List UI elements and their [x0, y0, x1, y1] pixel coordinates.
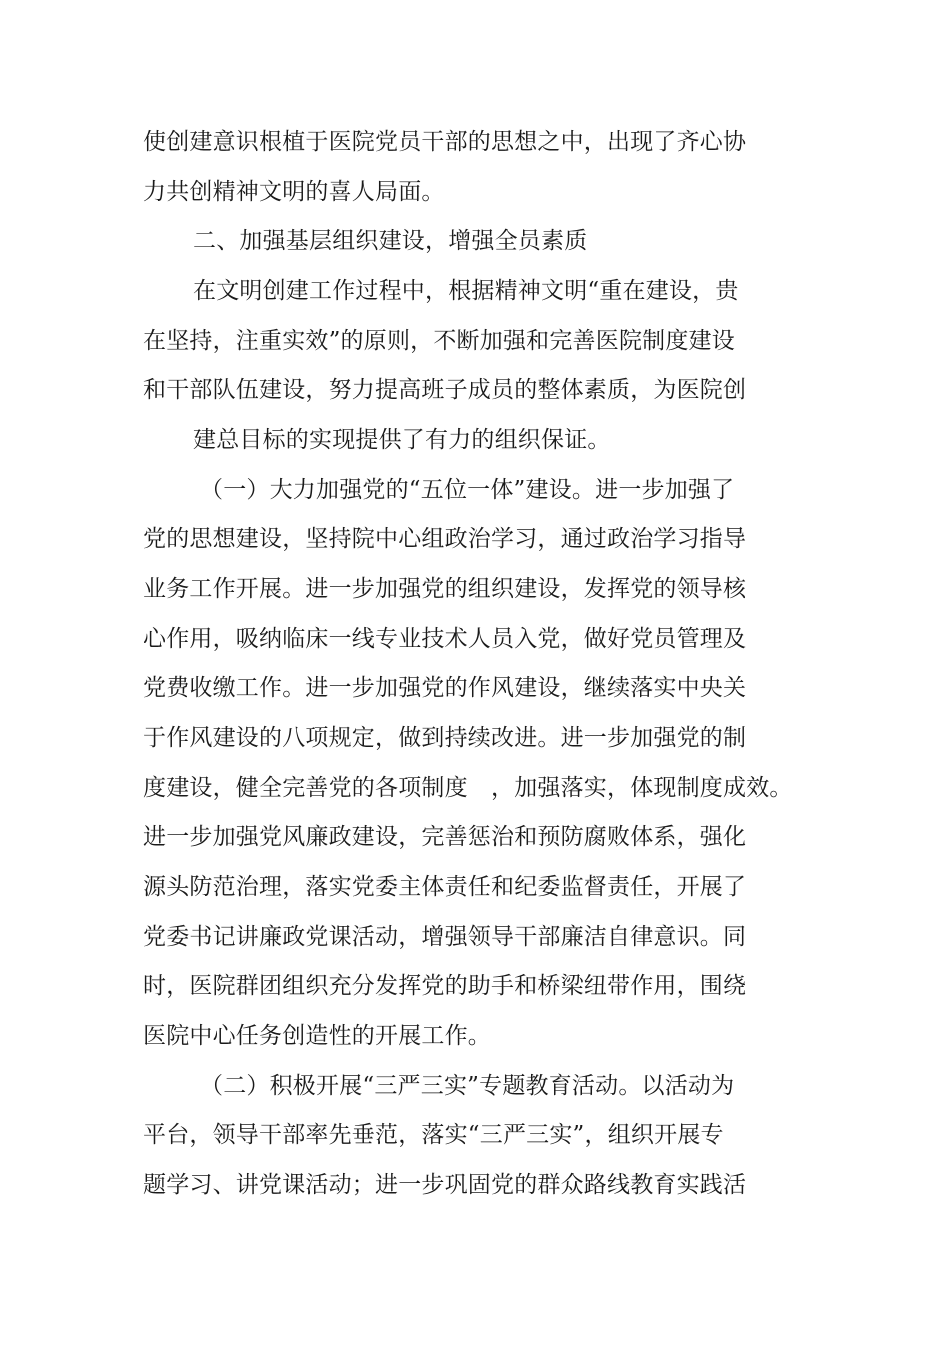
- text-line: 在文明创建工作过程中，根据精神文明“重在建设，贵: [193, 278, 739, 304]
- text-line: 力共创精神文明的喜人局面。: [143, 179, 445, 205]
- subsection-heading: （二）积极开展“三严三实”专题教育活动。以活动为: [200, 1073, 735, 1099]
- text-line: 源头防范治理，落实党委主体责任和纪委监督责任，开展了: [143, 874, 747, 900]
- text-line: 使创建意识根植于医院党员干部的思想之中，出现了齐心协: [143, 129, 747, 155]
- text-line: 党费收缴工作。进一步加强党的作风建设，继续落实中央关: [143, 675, 747, 701]
- text-line: 党的思想建设，坚持院中心组政治学习，通过政治学习指导: [143, 526, 747, 552]
- text-line: 于作风建设的八项规定，做到持续改进。进一步加强党的制: [143, 725, 747, 751]
- subsection-heading: （一）大力加强党的“五位一体”建设。进一步加强了: [200, 477, 735, 503]
- text-line: 在坚持，注重实效”的原则，不断加强和完善医院制度建设: [143, 328, 735, 354]
- text-line: 建总目标的实现提供了有力的组织保证。: [193, 427, 611, 453]
- text-line: 和干部队伍建设，努力提高班子成员的整体素质，为医院创: [143, 377, 747, 403]
- text-line: 业务工作开展。进一步加强党的组织建设，发挥党的领导核: [143, 576, 747, 602]
- text-line: 心作用，吸纳临床一线专业技术人员入党，做好党员管理及: [143, 626, 747, 652]
- section-heading: 二、加强基层组织建设，增强全员素质: [193, 228, 588, 254]
- text-line: 时，医院群团组织充分发挥党的助手和桥梁纽带作用，围绕: [143, 973, 747, 999]
- text-line: 平台，领导干部率先垂范，落实“三严三实”，组织开展专: [143, 1122, 724, 1148]
- text-line: 题学习、讲党课活动；进一步巩固党的群众路线教育实践活: [143, 1172, 747, 1198]
- text-line: 进一步加强党风廉政建设，完善惩治和预防腐败体系，强化: [143, 824, 747, 850]
- text-line: 度建设，健全完善党的各项制度 ，加强落实，体现制度成效。: [143, 775, 793, 801]
- text-line: 党委书记讲廉政党课活动，增强领导干部廉洁自律意识。同: [143, 924, 747, 950]
- text-line: 医院中心任务创造性的开展工作。: [143, 1023, 491, 1049]
